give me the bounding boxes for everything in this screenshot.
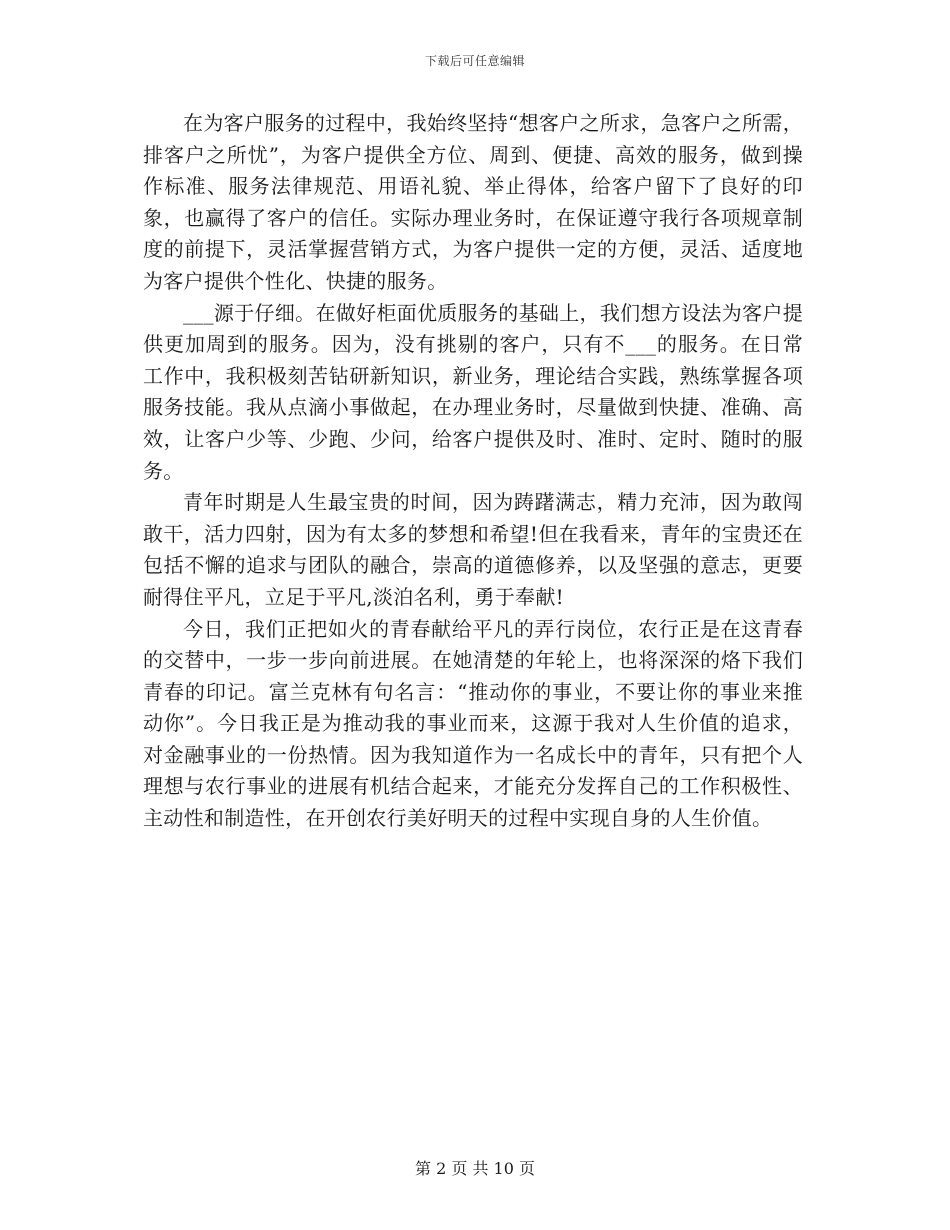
paragraph-attention-to-detail: ___源于仔细。在做好柜面优质服务的基础上，我们想方设法为客户提供更加周到的服务。因为，没有挑剔的客户，只有不___的服务。在日常工作中，我积极刻苦钻研新知识，新业务，理论结合实践，熟练掌握各项服务技能。我从点滴小事做起，在办理业务时，尽量做到快捷、准确、高效，让客户少等、少跑、少问，给客户提供及时、准时、定时、随时的服务。: [143, 300, 803, 483]
paragraph-service-process: 在为客户服务的过程中，我始终坚持“想客户之所求，急客户之所需，排客户之所忧”，为客户提供全方位、周到、便捷、高效的服务，做到操作标准、服务法律规范、用语礼貌、举止得体，给客户留下了良好的印象，也赢得了客户的信任。实际办理业务时，在保证遵守我行各项规章制度的前提下，灵活掌握营销方式，为客户提供一定的方便，灵活、适度地为客户提供个性化、快捷的服务。: [143, 111, 803, 293]
page-header: 下载后可任意编辑: [424, 54, 525, 68]
page-number-footer: 第 2 页 共 10 页: [415, 1159, 535, 1178]
paragraph-dedication: 今日，我们正把如火的青春献给平凡的弄行岗位，农行正是在这青春的交替中，一步一步向前进展。在她清楚的年轮上，也将深深的烙下我们青春的印记。富兰克林有句名言：“推动你的事业，不要让你的事业来推动你”。今日我正是为推动我的事业而来，这源于我对人生价值的追求，对金融事业的一份热情。因为我知道作为一名成长中的青年，只有把个人理想与农行事业的进展有机结合起来，才能充分发挥自己的工作积极性、主动性和制造性，在开创农行美好明天的过程中实现自身的人生价值。: [143, 616, 803, 831]
document-body: [143, 108, 803, 835]
paragraph-youth-value: 青年时期是人生最宝贵的时间，因为踌躇满志，精力充沛，因为敢闯敢干，活力四射，因为有太多的梦想和希望!但在我看来，青年的宝贵还在包括不懈的追求与团队的融合，崇高的道德修养，以及坚强的意志，更要耐得住平凡，立足于平凡,淡泊名利，勇于奉献!: [143, 490, 803, 609]
